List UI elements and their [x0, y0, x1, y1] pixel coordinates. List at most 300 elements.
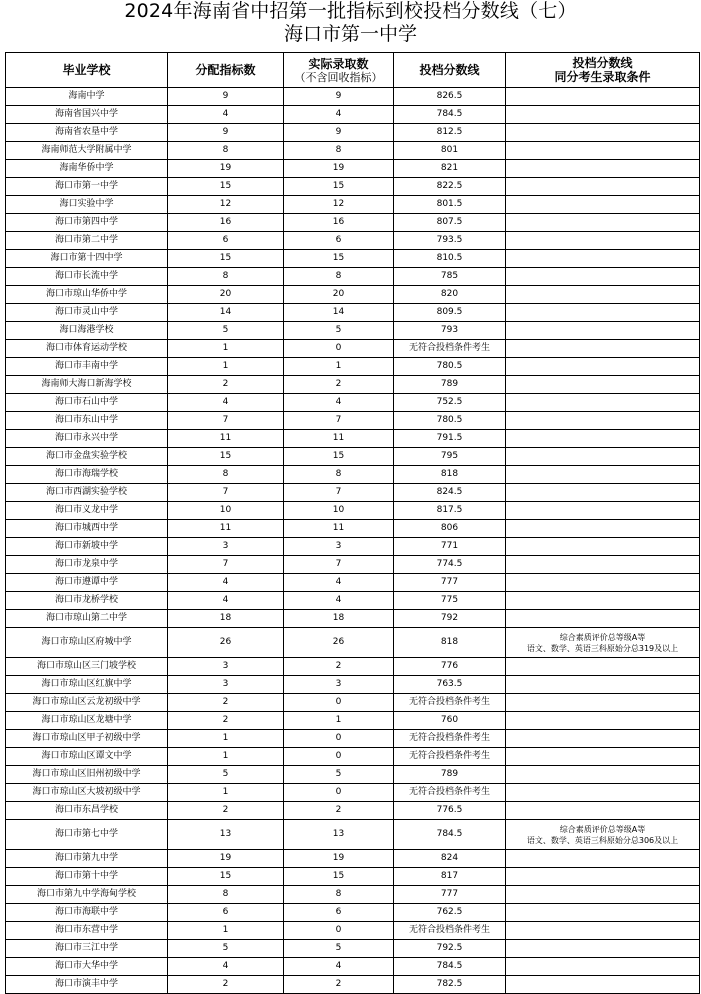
condition-line-1: 综合素质评价总等级A等 — [559, 632, 646, 642]
cell-school: 海口市永兴中学 — [6, 430, 168, 448]
cell-quota: 3 — [168, 658, 284, 676]
cell-score: 821 — [394, 160, 506, 178]
cell-quota: 15 — [168, 250, 284, 268]
cell-school: 海南中学 — [6, 88, 168, 106]
cell-condition — [506, 922, 700, 940]
cell-condition — [506, 538, 700, 556]
cell-quota: 4 — [168, 592, 284, 610]
cell-admitted: 6 — [284, 904, 394, 922]
cell-admitted: 20 — [284, 286, 394, 304]
cell-condition — [506, 628, 700, 658]
cell-quota: 2 — [168, 376, 284, 394]
cell-condition — [506, 106, 700, 124]
cell-admitted: 0 — [284, 922, 394, 940]
cell-quota: 7 — [168, 556, 284, 574]
cell-school: 海口市遵谭中学 — [6, 574, 168, 592]
table-row — [6, 88, 700, 106]
table-row — [6, 466, 700, 484]
cell-quota: 12 — [168, 196, 284, 214]
cell-school: 海口市灵山中学 — [6, 304, 168, 322]
cell-admitted: 0 — [284, 694, 394, 712]
cell-quota: 2 — [168, 712, 284, 730]
condition-line-1: 综合素质评价总等级A等 — [559, 824, 646, 834]
cell-school: 海口海港学校 — [6, 322, 168, 340]
cell-school: 海口市琼山区龙塘中学 — [6, 712, 168, 730]
cell-school: 海口市第一中学 — [6, 178, 168, 196]
cell-school: 海口市琼山区府城中学 — [6, 628, 168, 658]
condition-line-2: 语文、数学、英语三科原始分总306及以上 — [526, 835, 679, 845]
cell-admitted: 4 — [284, 592, 394, 610]
table-row — [6, 556, 700, 574]
cell-school: 海口市金盘实验学校 — [6, 448, 168, 466]
cell-condition — [506, 412, 700, 430]
table-body — [6, 88, 700, 994]
cell-admitted: 10 — [284, 502, 394, 520]
table-row — [6, 730, 700, 748]
table-row — [6, 658, 700, 676]
cell-school: 海口市东山中学 — [6, 412, 168, 430]
table-row — [6, 592, 700, 610]
cell-score: 771 — [394, 538, 506, 556]
cell-admitted: 11 — [284, 520, 394, 538]
cell-school: 海口市琼山区云龙初级中学 — [6, 694, 168, 712]
cell-school: 海南师大海口新海学校 — [6, 376, 168, 394]
cell-admitted: 14 — [284, 304, 394, 322]
cell-quota: 9 — [168, 124, 284, 142]
cell-score: 782.5 — [394, 976, 506, 994]
cell-condition — [506, 196, 700, 214]
cell-condition — [506, 430, 700, 448]
cell-score: 793 — [394, 322, 506, 340]
cell-score: 824.5 — [394, 484, 506, 502]
cell-quota: 5 — [168, 940, 284, 958]
table-row — [6, 574, 700, 592]
cell-score: 812.5 — [394, 124, 506, 142]
cell-score: 777 — [394, 574, 506, 592]
cell-score: 763.5 — [394, 676, 506, 694]
cell-score: 817 — [394, 868, 506, 886]
table-row — [6, 268, 700, 286]
table-row — [6, 520, 700, 538]
cell-quota: 11 — [168, 430, 284, 448]
cell-condition — [506, 448, 700, 466]
cell-school: 海口市第二中学 — [6, 232, 168, 250]
table-row — [6, 610, 700, 628]
cell-school: 海口市长流中学 — [6, 268, 168, 286]
cell-score: 784.5 — [394, 106, 506, 124]
cell-school: 海口市琼山区谭文中学 — [6, 748, 168, 766]
cell-condition — [506, 124, 700, 142]
cell-condition — [506, 802, 700, 820]
cell-quota: 6 — [168, 904, 284, 922]
cell-quota: 7 — [168, 412, 284, 430]
table-row — [6, 106, 700, 124]
cell-condition — [506, 520, 700, 538]
cell-score: 776 — [394, 658, 506, 676]
cell-condition — [506, 820, 700, 850]
cell-score: 无符合投档条件考生 — [394, 784, 506, 802]
cell-score: 无符合投档条件考生 — [394, 340, 506, 358]
cell-quota: 6 — [168, 232, 284, 250]
cell-condition — [506, 850, 700, 868]
cell-admitted: 12 — [284, 196, 394, 214]
cell-admitted: 2 — [284, 802, 394, 820]
cell-admitted: 4 — [284, 958, 394, 976]
cell-score: 792 — [394, 610, 506, 628]
cell-admitted: 8 — [284, 268, 394, 286]
cell-condition — [506, 748, 700, 766]
cell-school: 海口市第九中学 — [6, 850, 168, 868]
cell-score: 792.5 — [394, 940, 506, 958]
cell-admitted: 8 — [284, 142, 394, 160]
cell-condition — [506, 466, 700, 484]
cell-quota: 1 — [168, 358, 284, 376]
cell-admitted: 13 — [284, 820, 394, 850]
cell-condition — [506, 610, 700, 628]
cell-condition — [506, 484, 700, 502]
cell-school: 海口市琼山区三门坡学校 — [6, 658, 168, 676]
cell-score: 807.5 — [394, 214, 506, 232]
cell-quota: 14 — [168, 304, 284, 322]
cell-admitted: 19 — [284, 160, 394, 178]
table-row — [6, 958, 700, 976]
cell-condition — [506, 592, 700, 610]
cell-admitted: 16 — [284, 214, 394, 232]
cell-quota: 1 — [168, 748, 284, 766]
cell-school: 海口市新坡中学 — [6, 538, 168, 556]
page-subtitle: 海口市第一中学 — [283, 23, 417, 45]
cell-admitted: 5 — [284, 322, 394, 340]
cell-school: 海口市琼山区红旗中学 — [6, 676, 168, 694]
cell-score: 780.5 — [394, 412, 506, 430]
cell-admitted: 1 — [284, 358, 394, 376]
cell-quota: 8 — [168, 142, 284, 160]
table-row — [6, 802, 700, 820]
condition-line-2: 语文、数学、英语三科原始分总319及以上 — [526, 643, 679, 653]
cell-score: 826.5 — [394, 88, 506, 106]
cell-quota: 15 — [168, 448, 284, 466]
cell-score: 795 — [394, 448, 506, 466]
table-row — [6, 448, 700, 466]
header-school: 毕业学校 — [6, 53, 168, 88]
cell-score: 820 — [394, 286, 506, 304]
cell-quota: 3 — [168, 538, 284, 556]
table-row — [6, 286, 700, 304]
cell-condition — [506, 556, 700, 574]
cell-admitted: 3 — [284, 538, 394, 556]
table-row — [6, 676, 700, 694]
page-title: 2024年海南省中招第一批指标到校投档分数线（七） — [124, 0, 577, 22]
cell-condition — [506, 658, 700, 676]
cell-condition — [506, 730, 700, 748]
page-title-block — [0, 0, 701, 46]
cell-score: 809.5 — [394, 304, 506, 322]
table-row — [6, 850, 700, 868]
cell-admitted: 1 — [284, 712, 394, 730]
cell-quota: 1 — [168, 922, 284, 940]
cell-admitted: 3 — [284, 676, 394, 694]
cell-quota: 15 — [168, 868, 284, 886]
cell-condition — [506, 784, 700, 802]
cell-condition — [506, 868, 700, 886]
cell-quota: 26 — [168, 628, 284, 658]
table-row — [6, 820, 700, 850]
cell-quota: 5 — [168, 322, 284, 340]
cell-admitted: 19 — [284, 850, 394, 868]
cell-score: 762.5 — [394, 904, 506, 922]
cell-school: 海口市大华中学 — [6, 958, 168, 976]
cell-school: 海口市第九中学海甸学校 — [6, 886, 168, 904]
table-row — [6, 538, 700, 556]
cell-quota: 13 — [168, 820, 284, 850]
cell-school: 海口市丰南中学 — [6, 358, 168, 376]
cell-score: 789 — [394, 766, 506, 784]
cell-admitted: 4 — [284, 394, 394, 412]
cell-quota: 15 — [168, 178, 284, 196]
cell-quota: 1 — [168, 730, 284, 748]
cell-score: 760 — [394, 712, 506, 730]
cell-quota: 19 — [168, 160, 284, 178]
cell-admitted: 8 — [284, 886, 394, 904]
cell-school: 海口市三江中学 — [6, 940, 168, 958]
table-row — [6, 748, 700, 766]
table-row — [6, 484, 700, 502]
table-row — [6, 940, 700, 958]
cell-quota: 2 — [168, 976, 284, 994]
cell-school: 海口市琼山第二中学 — [6, 610, 168, 628]
cell-admitted: 15 — [284, 250, 394, 268]
table-row — [6, 628, 700, 658]
cell-score: 775 — [394, 592, 506, 610]
table-row — [6, 214, 700, 232]
cell-admitted: 8 — [284, 466, 394, 484]
cell-admitted: 11 — [284, 430, 394, 448]
cell-score: 777 — [394, 886, 506, 904]
cell-admitted: 5 — [284, 940, 394, 958]
cell-score: 无符合投档条件考生 — [394, 922, 506, 940]
table-row — [6, 340, 700, 358]
cell-condition — [506, 694, 700, 712]
cell-score: 818 — [394, 628, 506, 658]
cell-admitted: 2 — [284, 376, 394, 394]
cell-admitted: 7 — [284, 556, 394, 574]
table-row — [6, 232, 700, 250]
cell-admitted: 2 — [284, 658, 394, 676]
cell-school: 海口市第十中学 — [6, 868, 168, 886]
cell-condition — [506, 394, 700, 412]
table-row — [6, 976, 700, 994]
cell-school: 海南华侨中学 — [6, 160, 168, 178]
cell-school: 海口市体育运动学校 — [6, 340, 168, 358]
cell-score: 780.5 — [394, 358, 506, 376]
cell-school: 海口市第十四中学 — [6, 250, 168, 268]
table-row — [6, 394, 700, 412]
cell-score: 791.5 — [394, 430, 506, 448]
cell-school: 海口市海联中学 — [6, 904, 168, 922]
table-row — [6, 886, 700, 904]
score-table — [5, 52, 700, 994]
table-row — [6, 766, 700, 784]
table-row — [6, 322, 700, 340]
cell-admitted: 15 — [284, 448, 394, 466]
cell-school: 海口市第四中学 — [6, 214, 168, 232]
cell-school: 海口市琼山区甲子初级中学 — [6, 730, 168, 748]
cell-quota: 18 — [168, 610, 284, 628]
table-row — [6, 358, 700, 376]
cell-score: 无符合投档条件考生 — [394, 694, 506, 712]
cell-quota: 4 — [168, 574, 284, 592]
cell-score: 784.5 — [394, 820, 506, 850]
table-row — [6, 142, 700, 160]
cell-score: 无符合投档条件考生 — [394, 730, 506, 748]
cell-quota: 1 — [168, 784, 284, 802]
cell-school: 海口市海瑞学校 — [6, 466, 168, 484]
cell-condition — [506, 886, 700, 904]
cell-condition — [506, 178, 700, 196]
table-row — [6, 784, 700, 802]
cell-school: 海南师范大学附属中学 — [6, 142, 168, 160]
cell-score: 810.5 — [394, 250, 506, 268]
cell-school: 海口市城西中学 — [6, 520, 168, 538]
cell-school: 海口市西湖实验学校 — [6, 484, 168, 502]
cell-school: 海口实验中学 — [6, 196, 168, 214]
cell-admitted: 0 — [284, 730, 394, 748]
cell-school: 海口市义龙中学 — [6, 502, 168, 520]
table-row — [6, 712, 700, 730]
cell-school: 海南省农垦中学 — [6, 124, 168, 142]
header-score: 投档分数线 — [394, 53, 506, 88]
cell-condition — [506, 304, 700, 322]
cell-quota: 11 — [168, 520, 284, 538]
cell-school: 海口市东营中学 — [6, 922, 168, 940]
table-row — [6, 694, 700, 712]
header-admitted: 实际录取数 （不含回收指标） — [284, 53, 394, 88]
cell-school: 海南省国兴中学 — [6, 106, 168, 124]
cell-score: 818 — [394, 466, 506, 484]
cell-score: 789 — [394, 376, 506, 394]
cell-score: 801 — [394, 142, 506, 160]
table-row — [6, 250, 700, 268]
cell-school: 海口市龙泉中学 — [6, 556, 168, 574]
cell-school: 海口市龙桥学校 — [6, 592, 168, 610]
cell-quota: 7 — [168, 484, 284, 502]
cell-quota: 16 — [168, 214, 284, 232]
table-row — [6, 160, 700, 178]
cell-quota: 2 — [168, 802, 284, 820]
cell-admitted: 18 — [284, 610, 394, 628]
cell-quota: 9 — [168, 88, 284, 106]
table-row — [6, 922, 700, 940]
cell-condition — [506, 268, 700, 286]
cell-admitted: 4 — [284, 106, 394, 124]
cell-score: 824 — [394, 850, 506, 868]
cell-score: 822.5 — [394, 178, 506, 196]
cell-quota: 4 — [168, 394, 284, 412]
cell-school: 海口市第七中学 — [6, 820, 168, 850]
cell-score: 793.5 — [394, 232, 506, 250]
cell-admitted: 7 — [284, 484, 394, 502]
cell-condition — [506, 502, 700, 520]
cell-admitted: 0 — [284, 340, 394, 358]
header-quota: 分配指标数 — [168, 53, 284, 88]
cell-score: 801.5 — [394, 196, 506, 214]
cell-condition — [506, 358, 700, 376]
cell-quota: 4 — [168, 106, 284, 124]
cell-school: 海口市石山中学 — [6, 394, 168, 412]
cell-condition — [506, 712, 700, 730]
table-row — [6, 178, 700, 196]
cell-condition — [506, 958, 700, 976]
table-row — [6, 304, 700, 322]
cell-school: 海口市东昌学校 — [6, 802, 168, 820]
cell-condition — [506, 940, 700, 958]
cell-condition — [506, 676, 700, 694]
cell-condition — [506, 142, 700, 160]
cell-quota: 19 — [168, 850, 284, 868]
cell-school: 海口市琼山区大坡初级中学 — [6, 784, 168, 802]
cell-score: 774.5 — [394, 556, 506, 574]
cell-school: 海口市演丰中学 — [6, 976, 168, 994]
header-condition: 投档分数线 同分考生录取条件 — [506, 53, 700, 88]
cell-condition — [506, 232, 700, 250]
cell-condition — [506, 904, 700, 922]
table-header-row — [6, 53, 700, 88]
table-row — [6, 196, 700, 214]
cell-admitted: 9 — [284, 88, 394, 106]
cell-quota: 2 — [168, 694, 284, 712]
cell-quota: 8 — [168, 268, 284, 286]
cell-quota: 8 — [168, 466, 284, 484]
cell-admitted: 26 — [284, 628, 394, 658]
cell-condition — [506, 160, 700, 178]
cell-quota: 3 — [168, 676, 284, 694]
cell-quota: 5 — [168, 766, 284, 784]
cell-score: 785 — [394, 268, 506, 286]
cell-quota: 10 — [168, 502, 284, 520]
cell-admitted: 0 — [284, 748, 394, 766]
cell-condition — [506, 88, 700, 106]
cell-score: 817.5 — [394, 502, 506, 520]
table-row — [6, 376, 700, 394]
cell-admitted: 2 — [284, 976, 394, 994]
cell-condition — [506, 214, 700, 232]
cell-quota: 4 — [168, 958, 284, 976]
cell-admitted: 4 — [284, 574, 394, 592]
cell-quota: 1 — [168, 340, 284, 358]
cell-condition — [506, 250, 700, 268]
cell-admitted: 7 — [284, 412, 394, 430]
cell-admitted: 6 — [284, 232, 394, 250]
cell-school: 海口市琼山华侨中学 — [6, 286, 168, 304]
cell-condition — [506, 340, 700, 358]
cell-quota: 8 — [168, 886, 284, 904]
cell-quota: 20 — [168, 286, 284, 304]
cell-admitted: 5 — [284, 766, 394, 784]
cell-score: 806 — [394, 520, 506, 538]
cell-condition — [506, 766, 700, 784]
cell-score: 无符合投档条件考生 — [394, 748, 506, 766]
cell-admitted: 15 — [284, 178, 394, 196]
table-row — [6, 124, 700, 142]
cell-score: 776.5 — [394, 802, 506, 820]
table-row — [6, 502, 700, 520]
cell-condition — [506, 322, 700, 340]
table-row — [6, 430, 700, 448]
cell-condition — [506, 976, 700, 994]
cell-condition — [506, 286, 700, 304]
cell-admitted: 0 — [284, 784, 394, 802]
table-row — [6, 904, 700, 922]
